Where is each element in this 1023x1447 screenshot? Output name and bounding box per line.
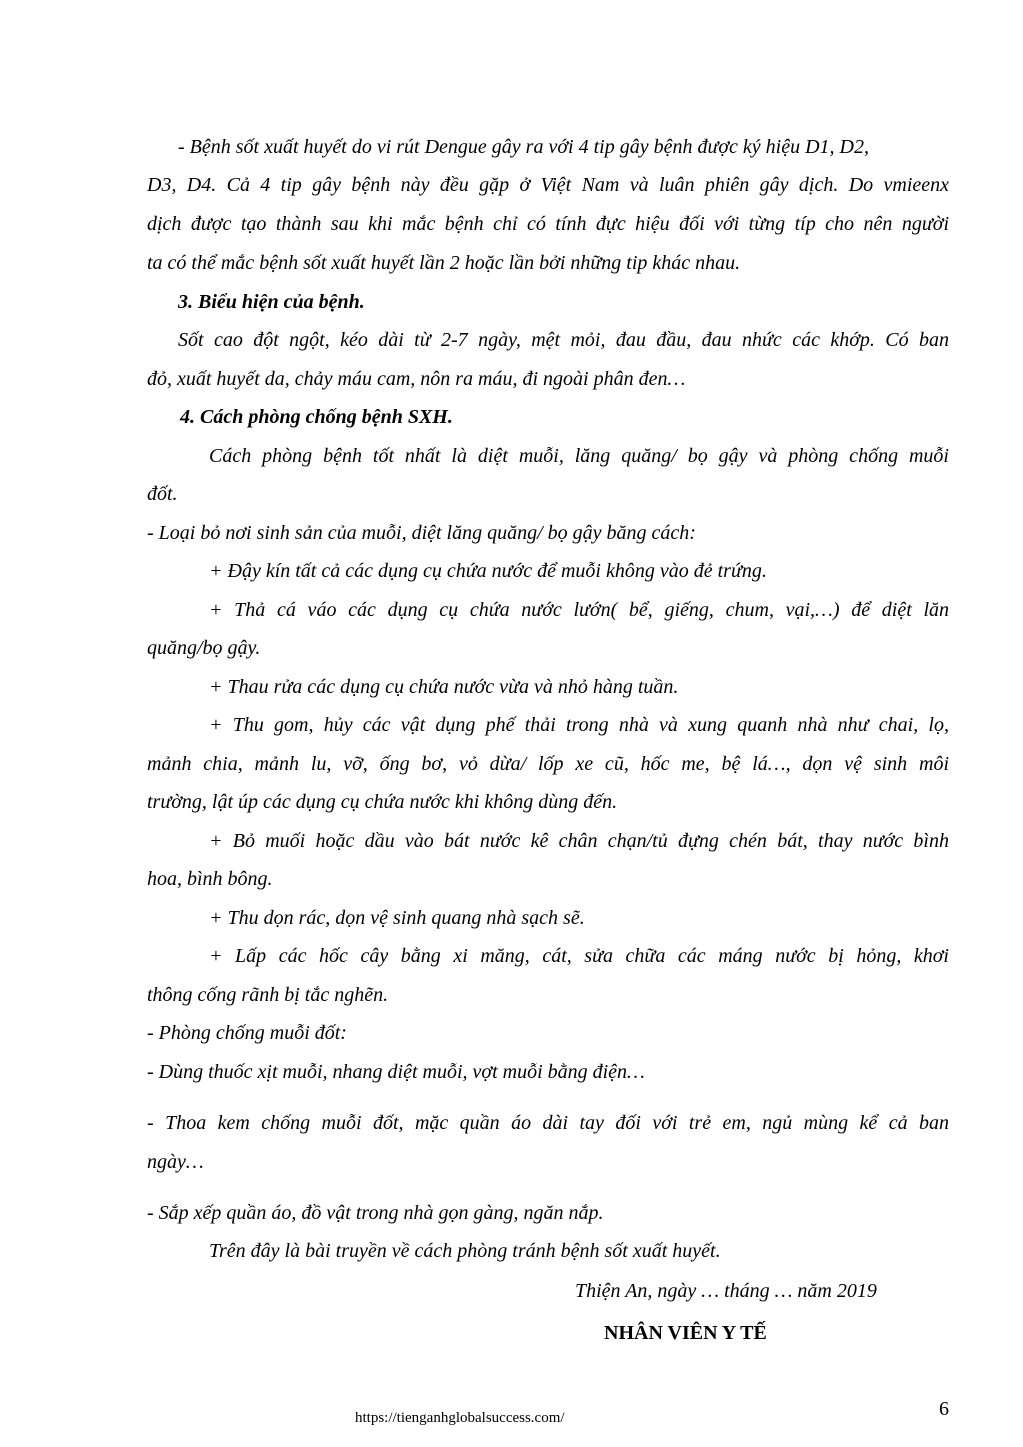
breeding-item3: + Thau rửa các dụng cụ chứa nước vừa và nhỏ hàng tuần.: [209, 676, 679, 698]
breeding-item2-line1: + Thả cá váo các dụng cụ chứa nước lướn( bể, giếng, chum, vại,…) để diệt lăn: [209, 599, 949, 621]
bite-item1: - Dùng thuốc xịt muỗi, nhang diệt muỗi, vợt muỗi bằng điện…: [147, 1061, 645, 1083]
section4-heading: 4. Cách phòng chống bệnh SXH.: [180, 406, 453, 428]
breeding-title: - Loại bỏ nơi sinh sản của muỗi, diệt lăng quăng/ bọ gậy băng cách:: [147, 522, 696, 544]
paragraph1-line2: D3, D4. Cả 4 tip gây bệnh này đều gặp ở Việt Nam và luân phiên gây dịch. Do vmieenx: [147, 174, 949, 196]
breeding-item4-line3: trường, lật úp các dụng cụ chứa nước khi không dùng đến.: [147, 791, 618, 813]
paragraph1-line4: ta có thể mắc bệnh sốt xuất huyết lần 2 hoặc lần bởi những tip khác nhau.: [147, 252, 741, 274]
breeding-item7-line1: + Lấp các hốc cây bằng xi măng, cát, sửa chữa các máng nước bị hỏng, khơi: [209, 945, 949, 967]
breeding-item7-line2: thông cống rãnh bị tắc nghẽn.: [147, 984, 389, 1006]
breeding-item2-line2: quăng/bọ gậy.: [147, 637, 261, 659]
signature-title: NHÂN VIÊN Y TẾ: [604, 1322, 767, 1344]
breeding-item5-line1: + Bỏ muối hoặc dầu vào bát nước kê chân chạn/tủ đựng chén bát, thay nước bình: [209, 830, 949, 852]
section4-intro-line1: Cách phòng bệnh tốt nhất là diệt muỗi, lăng quăng/ bọ gậy và phòng chống muỗi: [209, 445, 949, 467]
section3-line2: đỏ, xuất huyết da, chảy máu cam, nôn ra máu, đi ngoài phân đen…: [147, 368, 686, 390]
section3-line1: Sốt cao đột ngột, kéo dài từ 2-7 ngày, mệt mỏi, đau đầu, đau nhức các khớp. Có ban: [178, 329, 949, 351]
breeding-item4-line1: + Thu gom, hủy các vật dụng phế thải trong nhà và xung quanh nhà như chai, lọ,: [209, 714, 949, 736]
closing-sentence: Trên đây là bài truyền về cách phòng tránh bệnh sốt xuất huyết.: [209, 1240, 721, 1262]
breeding-item4-line2: mảnh chia, mảnh lu, vỡ, ống bơ, vỏ dừa/ lốp xe cũ, hốc me, bệ lá…, dọn vệ sinh môi: [147, 753, 949, 775]
paragraph1-line3: dịch được tạo thành sau khi mắc bệnh chỉ có tính đực hiệu đối với từng típ cho nên người: [147, 213, 949, 235]
breeding-item6: + Thu dọn rác, dọn vệ sinh quang nhà sạch sẽ.: [209, 907, 585, 929]
bite-title: - Phòng chống muỗi đốt:: [147, 1022, 347, 1044]
signature-place-date: Thiện An, ngày … tháng … năm 2019: [575, 1280, 877, 1302]
footer-url: https://tienganhglobalsuccess.com/: [355, 1410, 565, 1426]
paragraph1-line1: - Bệnh sốt xuất huyết do vi rút Dengue gây ra với 4 tip gây bệnh được ký hiệu D1, D2,: [178, 136, 869, 158]
section3-heading: 3. Biểu hiện của bệnh.: [178, 291, 365, 313]
bite-item3: - Sắp xếp quần áo, đồ vật trong nhà gọn gàng, ngăn nắp.: [147, 1202, 604, 1224]
bite-item2-line2: ngày…: [147, 1151, 204, 1173]
page-number: 6: [939, 1398, 949, 1420]
breeding-item1: + Đậy kín tất cả các dụng cụ chứa nước để muỗi không vào đẻ trứng.: [209, 560, 767, 582]
bite-item2-line1: - Thoa kem chống muỗi đốt, mặc quần áo dài tay đối với trẻ em, ngủ mùng kể cả ban: [147, 1112, 949, 1134]
breeding-item5-line2: hoa, bình bông.: [147, 868, 273, 890]
section4-intro-line2: đốt.: [147, 483, 178, 505]
